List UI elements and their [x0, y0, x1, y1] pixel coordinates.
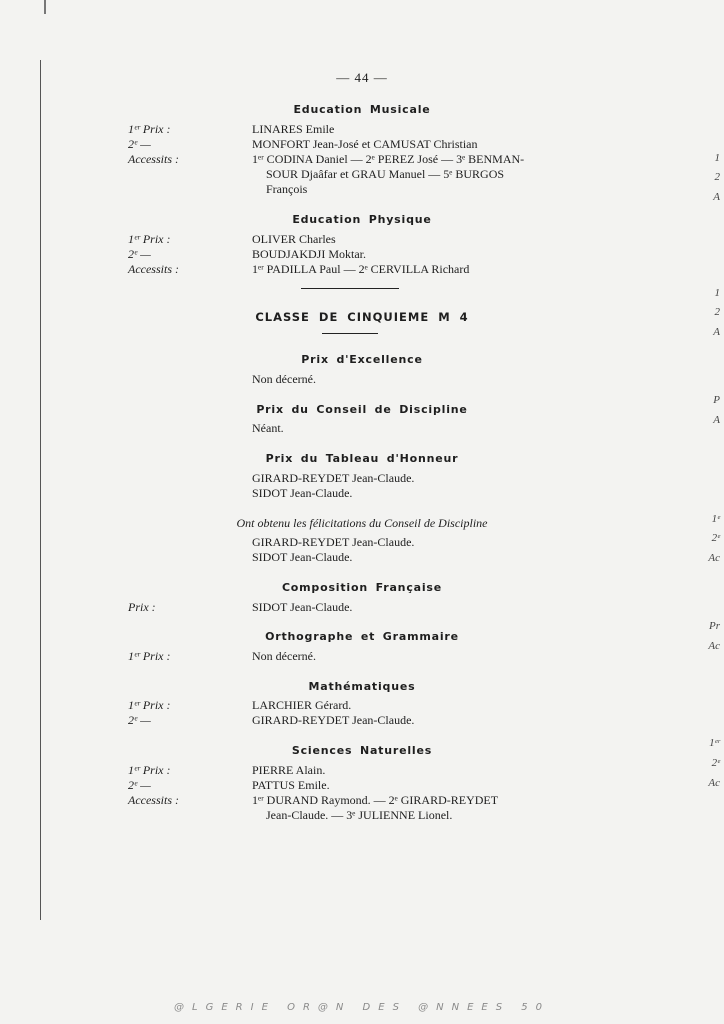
- facing-page-mark: 2ᵉ: [711, 532, 720, 544]
- facing-page-mark: A: [713, 191, 720, 203]
- accessits-label: Accessits :: [128, 262, 179, 276]
- prize-label: Prix :: [128, 600, 156, 614]
- page-top-edge: [44, 0, 46, 14]
- section-title-discipline: Prix du Conseil de Discipline: [256, 403, 468, 416]
- prize-label: 2ᵉ —: [128, 778, 151, 792]
- prize-winner: SIDOT Jean-Claude.: [252, 550, 353, 564]
- facing-page-mark: Ac: [708, 552, 720, 564]
- prize-label: 2ᵉ —: [128, 247, 151, 261]
- section-title-orthographe: Orthographe et Grammaire: [265, 630, 459, 643]
- accessits-label: Accessits :: [128, 152, 179, 166]
- facing-page-mark: 1ᵉ: [711, 513, 720, 525]
- accessits-list-continued: Jean-Claude. — 3ᵉ JULIENNE Lionel.: [266, 808, 453, 822]
- prize-label: 1ᵉʳ Prix :: [128, 232, 171, 246]
- prize-winner: GIRARD-REYDET Jean-Claude.: [252, 471, 415, 485]
- section-title-sciences: Sciences Naturelles: [291, 744, 433, 757]
- prize-label: 2ᵉ —: [128, 713, 151, 727]
- prize-winner: PATTUS Emile.: [252, 778, 330, 792]
- prize-winner: OLIVER Charles: [252, 232, 336, 246]
- prize-winner: Non décerné.: [252, 649, 316, 663]
- facing-page-mark: 1: [714, 152, 720, 164]
- section-title-felicitations: Ont obtenu les félicitations du Conseil de Discipline: [236, 516, 488, 530]
- accessits-list: 1ᵉʳ PADILLA Paul — 2ᵉ CERVILLA Richard: [252, 262, 470, 276]
- prize-winner: MONFORT Jean-José et CAMUSAT Christian: [252, 137, 478, 151]
- prize-winner: PIERRE Alain.: [252, 763, 326, 777]
- facing-page-mark: Ac: [708, 640, 720, 652]
- section-title-maths: Mathématiques: [308, 680, 416, 693]
- facing-page-mark: 1: [714, 287, 720, 299]
- prize-label: 1ᵉʳ Prix :: [128, 763, 171, 777]
- accessits-list: 1ᵉʳ DURAND Raymond. — 2ᵉ GIRARD-REYDET: [252, 793, 499, 807]
- prize-winner: BOUDJAKDJI Moktar.: [252, 247, 366, 261]
- prize-winner: Non décerné.: [252, 372, 316, 386]
- prize-label: 1ᵉʳ Prix :: [128, 698, 171, 712]
- accessits-label: Accessits :: [128, 793, 179, 807]
- prize-winner: GIRARD-REYDET Jean-Claude.: [252, 535, 415, 549]
- page-number: — 44 —: [336, 70, 388, 85]
- prize-winner: LARCHIER Gérard.: [252, 698, 352, 712]
- accessits-list-continued: François: [266, 182, 308, 196]
- facing-page-mark: A: [713, 326, 720, 338]
- facing-page-mark: 1ᵉʳ: [709, 737, 720, 749]
- section-title-excellence: Prix d'Excellence: [301, 353, 423, 366]
- facing-page-mark: P: [713, 394, 720, 406]
- page-binding-edge: [40, 60, 41, 920]
- section-title-physique: Education Physique: [292, 213, 432, 226]
- facing-page-mark: Pr: [709, 620, 720, 632]
- section-title-musique: Education Musicale: [293, 103, 431, 116]
- prize-winner: GIRARD-REYDET Jean-Claude.: [252, 713, 415, 727]
- divider-rule: [322, 333, 378, 334]
- section-title-honneur: Prix du Tableau d'Honneur: [265, 452, 459, 465]
- watermark-footer: @LGERIE OR@N DES @NNEES 50: [174, 1002, 550, 1013]
- prize-label: 2ᵉ —: [128, 137, 151, 151]
- facing-page-mark: 2: [714, 306, 720, 318]
- prize-label: 1ᵉʳ Prix :: [128, 649, 171, 663]
- section-title-composition: Composition Française: [281, 581, 443, 594]
- class-title: CLASSE DE CINQUIEME M 4: [255, 310, 469, 324]
- facing-page-mark: A: [713, 414, 720, 426]
- accessits-list: 1ᵉʳ CODINA Daniel — 2ᵉ PEREZ José — 3ᵉ BENMAN-: [252, 152, 525, 166]
- divider-rule: [301, 288, 399, 289]
- prize-label: 1ᵉʳ Prix :: [128, 122, 171, 136]
- facing-page-mark: 2ᵉ: [711, 757, 720, 769]
- prize-winner: SIDOT Jean-Claude.: [252, 486, 353, 500]
- prize-winner: Néant.: [252, 421, 284, 435]
- prize-winner: LINARES Emile: [252, 122, 335, 136]
- prize-winner: SIDOT Jean-Claude.: [252, 600, 353, 614]
- accessits-list-continued: SOUR Djaâfar et GRAU Manuel — 5ᵉ BURGOS: [266, 167, 505, 181]
- facing-page-mark: 2: [714, 171, 720, 183]
- facing-page-mark: Ac: [708, 777, 720, 789]
